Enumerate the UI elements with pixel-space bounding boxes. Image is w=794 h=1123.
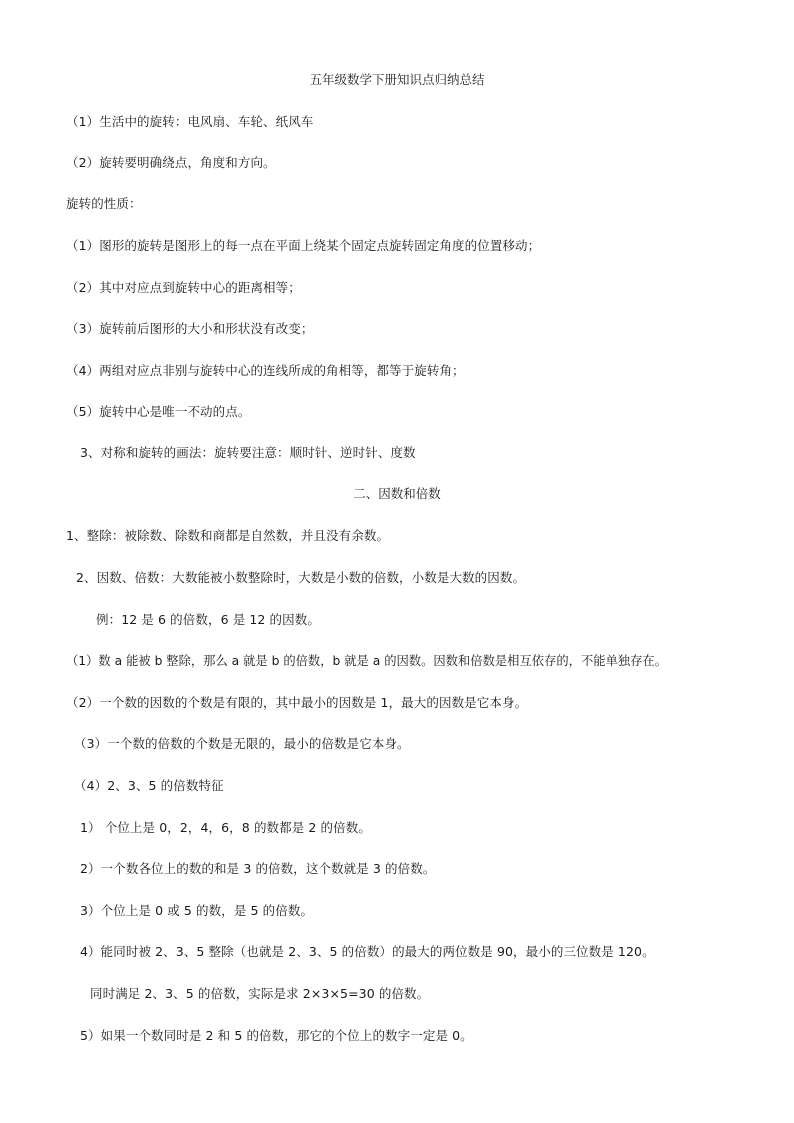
rotation-property-5: （5）旋转中心是唯一不动的点。 [66,404,251,419]
rotation-property-3: （3）旋转前后图形的大小和形状没有改变； [66,321,314,336]
rotation-property-4: （4）两组对应点非别与旋转中心的连线所成的角相等，都等于旋转角； [66,363,465,378]
multiple-feature-5: 5）如果一个数同时是 2 和 5 的倍数，那它的个位上的数字一定是 0。 [80,1028,473,1043]
multiple-feature-3: 3）个位上是 0 或 5 的数，是 5 的倍数。 [80,903,314,918]
factor-point-2: （2）一个数的因数的个数是有限的，其中最小的因数是 1，最大的因数是它本身。 [66,695,528,710]
example-line: 例：12 是 6 的倍数，6 是 12 的因数。 [96,612,320,627]
multiple-feature-note: 同时满足 2、3、5 的倍数，实际是求 2×3×5=30 的倍数。 [90,986,430,1001]
divisibility-definition-line: 1、整除：被除数、除数和商都是自然数，并且没有余数。 [66,528,390,543]
factor-point-3: （3）一个数的倍数的个数是无限的，最小的倍数是它本身。 [74,736,410,751]
document-title: 五年级数学下册知识点归纳总结 [309,72,485,87]
multiple-feature-1: 1） 个位上是 0，2，4，6，8 的数都是 2 的倍数。 [80,820,371,835]
rotation-requirements-line: （2）旋转要明确绕点，角度和方向。 [66,155,276,170]
drawing-method-line: 3、对称和旋转的画法：旋转要注意：顺时针、逆时针、度数 [80,445,416,460]
factor-point-4: （4）2、3、5 的倍数特征 [74,778,224,793]
factor-point-1: （1）数 a 能被 b 整除，那么 a 就是 b 的倍数，b 就是 a 的因数。因数和倍数是相互依存的，不能单独存在。 [66,654,668,668]
rotation-property-2: （2）其中对应点到旋转中心的距离相等； [66,280,301,295]
section-two-heading: 二、因数和倍数 [353,486,441,501]
multiple-feature-2: 2）一个数各位上的数的和是 3 的倍数，这个数就是 3 的倍数。 [80,861,436,876]
rotation-property-1: （1）图形的旋转是图形上的每一点在平面上绕某个固定点旋转固定角度的位置移动； [66,238,541,253]
factor-multiple-definition-line: 2、因数、倍数：大数能被小数整除时，大数是小数的倍数，小数是大数的因数。 [76,570,526,585]
rotation-examples-line: （1）生活中的旋转：电风扇、车轮、纸风车 [66,114,314,129]
rotation-properties-heading: 旋转的性质： [66,196,142,211]
multiple-feature-4: 4）能同时被 2、3、5 整除（也就是 2、3、5 的倍数）的最大的两位数是 90，最小的三位数是 120。 [80,944,655,959]
